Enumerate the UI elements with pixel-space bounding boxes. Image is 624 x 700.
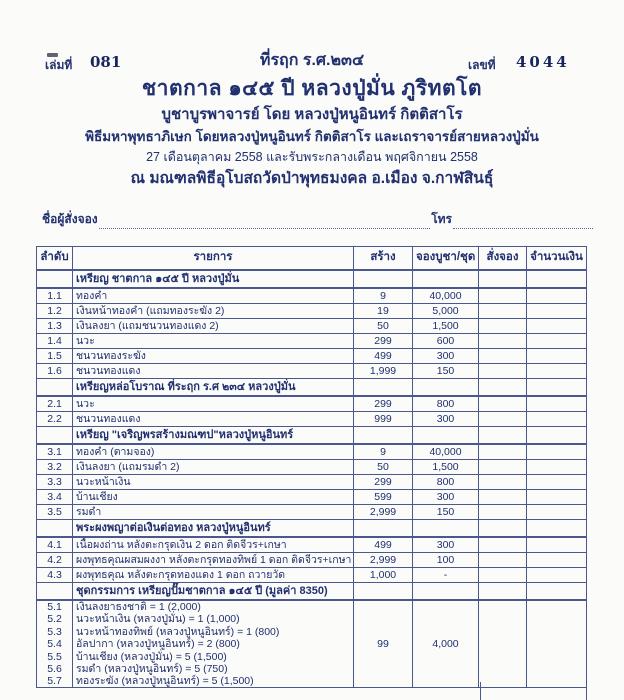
table-row (37, 475, 587, 490)
row-made-cell: 499 (354, 349, 413, 364)
section-order-cell (479, 520, 527, 538)
section-made-cell (354, 427, 413, 445)
row-made-cell: 999 (354, 412, 413, 427)
row-made-cell: 299 (354, 475, 413, 490)
row-item-cell: ทองคำ (73, 288, 354, 304)
row-order-qty-cell (479, 568, 527, 583)
row-made-cell: 299 (354, 396, 413, 412)
table-row (37, 334, 587, 349)
section-made-cell (354, 520, 413, 538)
row-made-cell: 499 (354, 537, 413, 553)
row-price-cell: 600 (413, 334, 479, 349)
row-item-cell: ทองคำ (ตามจอง) (73, 444, 354, 460)
order-table (36, 246, 587, 688)
group-made-cell: 99 (354, 600, 413, 688)
serial-no-label: เลขที่ (468, 58, 496, 72)
row-price-cell: 800 (413, 475, 479, 490)
row-amount-cell (527, 349, 587, 364)
row-order-qty-cell (479, 553, 527, 568)
row-item-cell: เงินลงยา (แถมรมดำ 2) (73, 460, 354, 475)
row-price-cell: 150 (413, 505, 479, 520)
row-order-qty-cell (479, 319, 527, 334)
table-row (37, 396, 587, 412)
column-header: สร้าง (354, 247, 413, 271)
row-item-cell: เนื้อผงถ่าน หลังตะกรุดเงิน 2 ดอก ติดจีวร+เกษา (73, 537, 354, 553)
book-no-label: เล่มที่ (45, 58, 73, 72)
section-amount-cell (527, 379, 587, 397)
row-no-cell: 3.1 (37, 444, 73, 460)
row-price-cell: 300 (413, 537, 479, 553)
row-made-cell: 50 (354, 460, 413, 475)
row-made-cell: 599 (354, 490, 413, 505)
row-item-cell: เงินลงยา (แถมชนวนทองแดง 2) (73, 319, 354, 334)
phone-fill-line (453, 214, 593, 229)
table-row (37, 505, 587, 520)
row-made-cell: 50 (354, 319, 413, 334)
table-row (37, 537, 587, 553)
section-price-cell (413, 520, 479, 538)
section-heading-row (37, 270, 587, 288)
group-items-cell (73, 600, 354, 688)
section-heading-cell: พระผงพญาต่อเงินต่อทอง หลวงปู่หนูอินทร์ (73, 520, 354, 538)
table-row (37, 319, 587, 334)
row-made-cell: 299 (354, 334, 413, 349)
row-price-cell: 300 (413, 490, 479, 505)
section-no-cell (37, 520, 73, 538)
row-item-cell: ชนวนทองระฆัง (73, 349, 354, 364)
row-price-cell: 40,000 (413, 444, 479, 460)
section-price-cell (413, 379, 479, 397)
section-heading-cell: เหรียญ ชาตกาล ๑๔๕ ปี หลวงปู่มั่น (73, 270, 354, 288)
row-item-cell: บ้านเชียง (73, 490, 354, 505)
group-item-no: 5.2 (47, 613, 62, 626)
group-item-label: นวะหน้าเงิน (หลวงปู่มั่น) = 1 (1,000) (76, 613, 240, 626)
row-price-cell: 150 (413, 364, 479, 379)
row-item-cell: นวะ (73, 334, 354, 349)
group-row (37, 600, 587, 688)
row-no-cell: 1.4 (37, 334, 73, 349)
row-price-cell: 1,500 (413, 460, 479, 475)
row-made-cell: 9 (354, 288, 413, 304)
row-amount-cell (527, 304, 587, 319)
row-no-cell: 3.5 (37, 505, 73, 520)
row-item-cell: รมดำ (73, 505, 354, 520)
table-row (37, 568, 587, 583)
group-item-label: บ้านเชียง (หลวงปู่มั่น) = 5 (1,500) (76, 650, 227, 663)
table-row (37, 444, 587, 460)
section-heading-row (37, 427, 587, 445)
row-made-cell: 9 (354, 444, 413, 460)
row-no-cell: 1.3 (37, 319, 73, 334)
row-no-cell: 1.5 (37, 349, 73, 364)
row-made-cell: 1,999 (354, 364, 413, 379)
section-no-cell (37, 583, 73, 601)
row-item-cell: ชนวนทองแดง (73, 412, 354, 427)
row-amount-cell (527, 553, 587, 568)
group-item-no: 5.4 (47, 638, 62, 651)
row-order-qty-cell (479, 334, 527, 349)
row-no-cell: 2.1 (37, 396, 73, 412)
subtitle-dedication: บูชาบูรพาจารย์ โดย หลวงปู่หนูอินทร์ กิตติสาโร (161, 106, 463, 123)
orderer-line (42, 211, 594, 229)
book-no-value: 081 (90, 53, 122, 71)
row-price-cell: - (413, 568, 479, 583)
table-row (37, 553, 587, 568)
subtitle-venue: ณ มณฑลพิธีอุโบสถวัดป่าพุทธมงคล อ.เมือง จ.กาฬสินธุ์ (130, 170, 494, 187)
row-amount-cell (527, 396, 587, 412)
row-no-cell: 1.1 (37, 288, 73, 304)
group-item-no: 5.6 (47, 663, 62, 676)
row-item-cell: ผงพุทธคุณผสมผงงา หลังตะกรุดทองทิพย์ 1 ดอก ติดจีวร+เกษา (73, 553, 354, 568)
column-header: จำนวนเงิน (527, 247, 587, 271)
section-no-cell (37, 379, 73, 397)
section-order-cell (479, 379, 527, 397)
row-amount-cell (527, 288, 587, 304)
phone-label: โทร (431, 212, 452, 226)
section-heading-cell: เหรียญหล่อโบราณ ที่ระฤก ร.ศ ๒๓๔ หลวงปู่มั่น (73, 379, 354, 397)
table-row (37, 460, 587, 475)
row-amount-cell (527, 444, 587, 460)
column-header: ลำดับ (37, 247, 73, 271)
group-order-qty-cell (479, 600, 527, 688)
row-order-qty-cell (479, 537, 527, 553)
orderer-name-label: ชื่อผู้สั่งจอง (42, 212, 98, 226)
serial-no-value: 4044 (516, 53, 570, 71)
row-price-cell: 100 (413, 553, 479, 568)
row-no-cell: 4.2 (37, 553, 73, 568)
orderer-name-fill-line (99, 214, 431, 229)
row-no-cell: 3.2 (37, 460, 73, 475)
row-amount-cell (527, 505, 587, 520)
table-row (37, 412, 587, 427)
section-price-cell (413, 270, 479, 288)
row-item-cell: ชนวนทองแดง (73, 364, 354, 379)
table-row (37, 288, 587, 304)
section-no-cell (37, 427, 73, 445)
row-no-cell: 3.3 (37, 475, 73, 490)
section-heading-cell: ชุดกรรมการ เหรียญปั๊มชาตกาล ๑๔๕ ปี (มูลค่า 8350) (73, 583, 354, 601)
row-no-cell: 1.6 (37, 364, 73, 379)
row-amount-cell (527, 364, 587, 379)
column-header: สั่งจอง (479, 247, 527, 271)
section-order-cell (479, 270, 527, 288)
row-amount-cell (527, 475, 587, 490)
section-made-cell (354, 379, 413, 397)
row-amount-cell (527, 490, 587, 505)
table-row (37, 490, 587, 505)
row-order-qty-cell (479, 505, 527, 520)
memorial-line: ที่รฤก ร.ศ.๒๓๔ (259, 52, 365, 69)
section-made-cell (354, 270, 413, 288)
group-item-label: รมดำ (หลวงปู่หนูอินทร์) = 5 (750) (76, 663, 228, 676)
row-price-cell: 300 (413, 412, 479, 427)
group-item-no: 5.5 (47, 650, 62, 663)
section-heading-cell: เหรียญ "เจริญพรสร้างมณฑป"หลวงปู่หนูอินทร์ (73, 427, 354, 445)
row-order-qty-cell (479, 396, 527, 412)
table-header-row (37, 247, 587, 271)
row-item-cell: นวะ (73, 396, 354, 412)
group-item-label: อัลปากา (หลวงปู่หนูอินทร์) = 2 (800) (76, 638, 240, 651)
row-amount-cell (527, 412, 587, 427)
group-item-no: 5.7 (47, 675, 62, 688)
group-item-no: 5.1 (47, 601, 62, 613)
subtitle-ceremony: พิธีมหาพุทธาภิเษก โดยหลวงปู่หนูอินทร์ กิตติสาโร และเถราจารย์สายหลวงปู่มั่น (85, 129, 539, 144)
section-made-cell (354, 583, 413, 601)
table-row (37, 349, 587, 364)
row-no-cell: 4.3 (37, 568, 73, 583)
group-item-no: 5.3 (47, 625, 62, 638)
subtitle-dates: 27 เดือนตุลาคม 2558 และรับพระกลางเดือน พฤศจิกายน 2558 (146, 150, 478, 164)
row-order-qty-cell (479, 349, 527, 364)
table-head (37, 247, 587, 271)
section-amount-cell (527, 583, 587, 601)
group-no-cell (37, 600, 73, 688)
column-header: รายการ (73, 247, 354, 271)
section-heading-row (37, 583, 587, 601)
row-made-cell: 1,000 (354, 568, 413, 583)
table-row (37, 364, 587, 379)
total-amount-stub-cell (480, 682, 587, 700)
section-amount-cell (527, 270, 587, 288)
row-order-qty-cell (479, 288, 527, 304)
row-no-cell: 3.4 (37, 490, 73, 505)
row-item-cell: เงินหน้าทองคำ (แถมทองระฆัง 2) (73, 304, 354, 319)
row-price-cell: 800 (413, 396, 479, 412)
group-item-label: ทองระฆัง (หลวงปู่หนูอินทร์) = 5 (1,500) (76, 675, 254, 688)
group-price-cell: 4,000 (413, 600, 479, 688)
section-order-cell (479, 427, 527, 445)
row-order-qty-cell (479, 412, 527, 427)
row-amount-cell (527, 568, 587, 583)
row-price-cell: 300 (413, 349, 479, 364)
section-heading-row (37, 520, 587, 538)
row-order-qty-cell (479, 460, 527, 475)
row-price-cell: 5,000 (413, 304, 479, 319)
section-order-cell (479, 583, 527, 601)
row-order-qty-cell (479, 475, 527, 490)
row-amount-cell (527, 460, 587, 475)
row-no-cell: 1.2 (37, 304, 73, 319)
section-no-cell (37, 270, 73, 288)
column-header: จองบูชา/ชุด (413, 247, 479, 271)
section-heading-row (37, 379, 587, 397)
row-no-cell: 4.1 (37, 537, 73, 553)
row-item-cell: ผงพุทธคุณ หลังตะกรุดทองแดง 1 ดอก ถวายวัด (73, 568, 354, 583)
row-price-cell: 1,500 (413, 319, 479, 334)
row-amount-cell (527, 537, 587, 553)
group-item-label: เงินลงยาธงชาติ = 1 (2,000) (76, 601, 201, 613)
section-amount-cell (527, 427, 587, 445)
table-body (37, 270, 587, 688)
section-price-cell (413, 583, 479, 601)
group-amount-cell (527, 600, 587, 688)
row-order-qty-cell (479, 444, 527, 460)
row-made-cell: 2,999 (354, 505, 413, 520)
row-made-cell: 19 (354, 304, 413, 319)
section-amount-cell (527, 520, 587, 538)
table-row (37, 304, 587, 319)
row-order-qty-cell (479, 364, 527, 379)
row-amount-cell (527, 319, 587, 334)
row-price-cell: 40,000 (413, 288, 479, 304)
row-amount-cell (527, 334, 587, 349)
row-made-cell: 2,999 (354, 553, 413, 568)
row-order-qty-cell (479, 490, 527, 505)
row-no-cell: 2.2 (37, 412, 73, 427)
section-price-cell (413, 427, 479, 445)
row-order-qty-cell (479, 304, 527, 319)
row-item-cell: นวะหน้าเงิน (73, 475, 354, 490)
page-title: ชาตกาล ๑๔๕ ปี หลวงปู่มั่น ภูริทตโต (141, 77, 483, 100)
group-item-label: นวะหน้าทองทิพย์ (หลวงปู่หนูอินทร์) = 1 (800) (76, 625, 280, 638)
